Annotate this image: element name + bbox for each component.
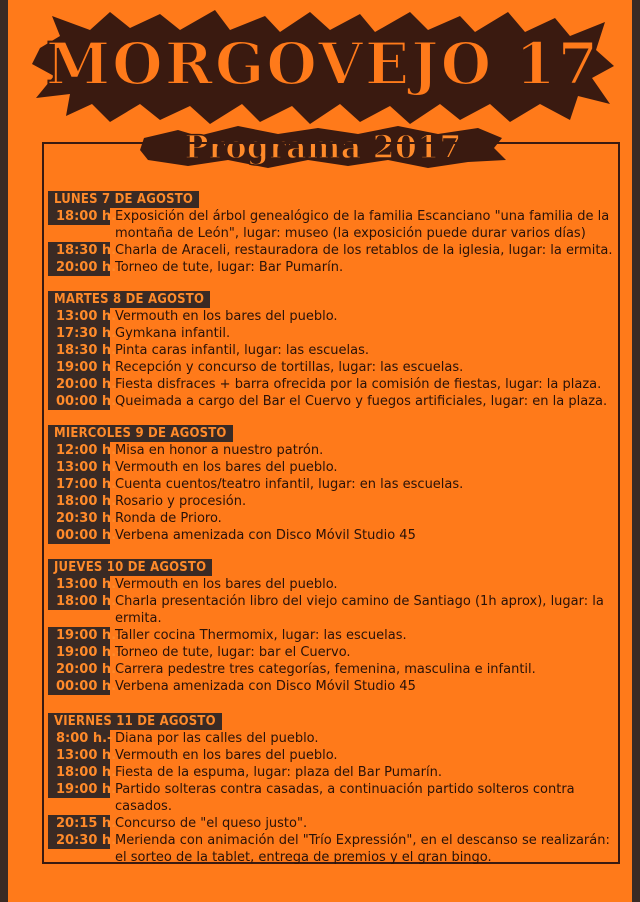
day-header: VIERNES 11 DE AGOSTO xyxy=(48,713,222,730)
title-banner xyxy=(30,8,616,126)
event-time: 13:00 h.- xyxy=(48,747,110,764)
event-text: Vermouth en los bares del pueblo. xyxy=(115,309,338,324)
event-text: Diana por las calles del pueblo. xyxy=(115,731,319,746)
event-time: 20:00 h.- xyxy=(48,376,110,393)
event-time: 00:00 h.- xyxy=(48,527,110,544)
page-subtitle: Programa 2017 xyxy=(184,128,462,166)
event-text: Torneo de tute, lugar: Bar Pumarín. xyxy=(115,260,344,275)
event-text: Misa en honor a nuestro patrón. xyxy=(115,443,324,458)
event-text: Cuenta cuentos/teatro infantil, lugar: en las escuelas. xyxy=(115,477,464,492)
event-time: 13:00 h.- xyxy=(48,308,110,325)
list-item xyxy=(48,747,620,764)
day-section xyxy=(48,188,620,276)
list-item xyxy=(48,308,620,325)
list-item xyxy=(48,476,620,493)
event-time: 18:30 h.- xyxy=(48,242,110,259)
event-text: Verbena amenizada con Disco Móvil Studio 45 xyxy=(115,528,416,543)
event-time: 12:00 h.- xyxy=(48,442,110,459)
list-item xyxy=(48,576,620,593)
event-time: 00:00 h.- xyxy=(48,393,110,410)
event-text: Fiesta de la espuma, lugar: plaza del Bar Pumarín. xyxy=(115,765,442,780)
event-text: Charla de Araceli, restauradora de los retablos de la iglesia, lugar: la ermita. xyxy=(115,243,613,258)
event-time: 18:00 h.- xyxy=(48,764,110,781)
event-time: 17:30 h.- xyxy=(48,325,110,342)
event-text: Queimada a cargo del Bar el Cuervo y fuegos artificiales, lugar: en la plaza. xyxy=(115,394,608,409)
poster xyxy=(8,0,632,902)
event-text: Carrera pedestre tres categorías, femenina, masculina e infantil. xyxy=(115,662,536,677)
event-text: Exposición del árbol genealógico de la familia Escanciano "una familia de la montaña de León", lugar: museo (la exposición puede durar varios días) xyxy=(115,209,614,241)
event-text: Gymkana infantil. xyxy=(115,326,231,341)
event-text: Merienda con animación del "Trío Expressión", en el descanso se realizarán: el sorteo de la tablet, entrega de premios y el gran bingo. xyxy=(115,833,614,865)
event-text: Ronda de Prioro. xyxy=(115,511,222,526)
day-section xyxy=(48,556,620,695)
event-text: Vermouth en los bares del pueblo. xyxy=(115,748,338,763)
event-time: 20:30 h.- xyxy=(48,510,110,527)
event-text: Charla presentación libro del viejo camino de Santiago (1h aprox), lugar: la ermita. xyxy=(115,594,608,626)
list-item xyxy=(48,242,620,259)
event-time: 13:00 h.- xyxy=(48,459,110,476)
event-time: 13:00 h.- xyxy=(48,576,110,593)
event-text: Verbena amenizada con Disco Móvil Studio 45 xyxy=(115,679,416,694)
day-header: MARTES 8 DE AGOSTO xyxy=(48,291,210,308)
day-section xyxy=(48,288,620,410)
event-text: Pinta caras infantil, lugar: las escuelas. xyxy=(115,343,369,358)
list-item xyxy=(48,342,620,359)
event-time: 20:00 h.- xyxy=(48,259,110,276)
list-item xyxy=(48,442,620,459)
page-title: MORGOVEJO 17 xyxy=(45,30,601,98)
list-item xyxy=(48,393,620,410)
event-time: 20:00 h.- xyxy=(48,661,110,678)
event-time: 19:00 h.- xyxy=(48,359,110,376)
list-item xyxy=(48,325,620,342)
day-section xyxy=(48,710,620,866)
list-item xyxy=(48,678,620,695)
day-header: JUEVES 10 DE AGOSTO xyxy=(48,559,212,576)
day-header: MIERCOLES 9 DE AGOSTO xyxy=(48,425,233,442)
list-item xyxy=(48,661,620,678)
event-time: 19:00 h.- xyxy=(48,644,110,661)
list-item xyxy=(48,527,620,544)
list-item xyxy=(48,510,620,527)
event-time: 19:00 h.- xyxy=(48,781,110,798)
list-item xyxy=(48,764,620,781)
event-text: Recepción y concurso de tortillas, lugar: las escuelas. xyxy=(115,360,464,375)
event-time: 18:00 h.- xyxy=(48,593,110,610)
list-item xyxy=(48,593,620,627)
event-time: 18:00 h.- xyxy=(48,493,110,510)
list-item xyxy=(48,730,620,747)
list-item xyxy=(48,493,620,510)
event-time: 17:00 h.- xyxy=(48,476,110,493)
event-time: 00:00 h.- xyxy=(48,678,110,695)
event-time: 20:30 h.- xyxy=(48,832,110,849)
list-item xyxy=(48,781,620,815)
event-time: 8:00 h.- xyxy=(48,730,110,747)
list-item xyxy=(48,627,620,644)
list-item xyxy=(48,644,620,661)
event-text: Rosario y procesión. xyxy=(115,494,247,509)
day-header: LUNES 7 DE AGOSTO xyxy=(48,191,199,208)
event-text: Torneo de tute, lugar: bar el Cuervo. xyxy=(115,645,351,660)
event-text: Concurso de "el queso justo". xyxy=(115,816,308,831)
event-time: 18:30 h.- xyxy=(48,342,110,359)
list-item xyxy=(48,832,620,866)
event-time: 19:00 h.- xyxy=(48,627,110,644)
event-text: Vermouth en los bares del pueblo. xyxy=(115,577,338,592)
list-item xyxy=(48,815,620,832)
list-item xyxy=(48,359,620,376)
list-item xyxy=(48,208,620,242)
event-text: Taller cocina Thermomix, lugar: las escuelas. xyxy=(115,628,407,643)
list-item xyxy=(48,459,620,476)
event-text: Vermouth en los bares del pueblo. xyxy=(115,460,338,475)
day-section xyxy=(48,422,620,544)
list-item xyxy=(48,376,620,393)
event-time: 18:00 h.- xyxy=(48,208,110,225)
list-item xyxy=(48,259,620,276)
event-text: Fiesta disfraces + barra ofrecida por la comisión de fiestas, lugar: la plaza. xyxy=(115,377,602,392)
event-text: Partido solteras contra casadas, a continuación partido solteros contra casados. xyxy=(115,782,579,814)
event-time: 20:15 h.- xyxy=(48,815,110,832)
